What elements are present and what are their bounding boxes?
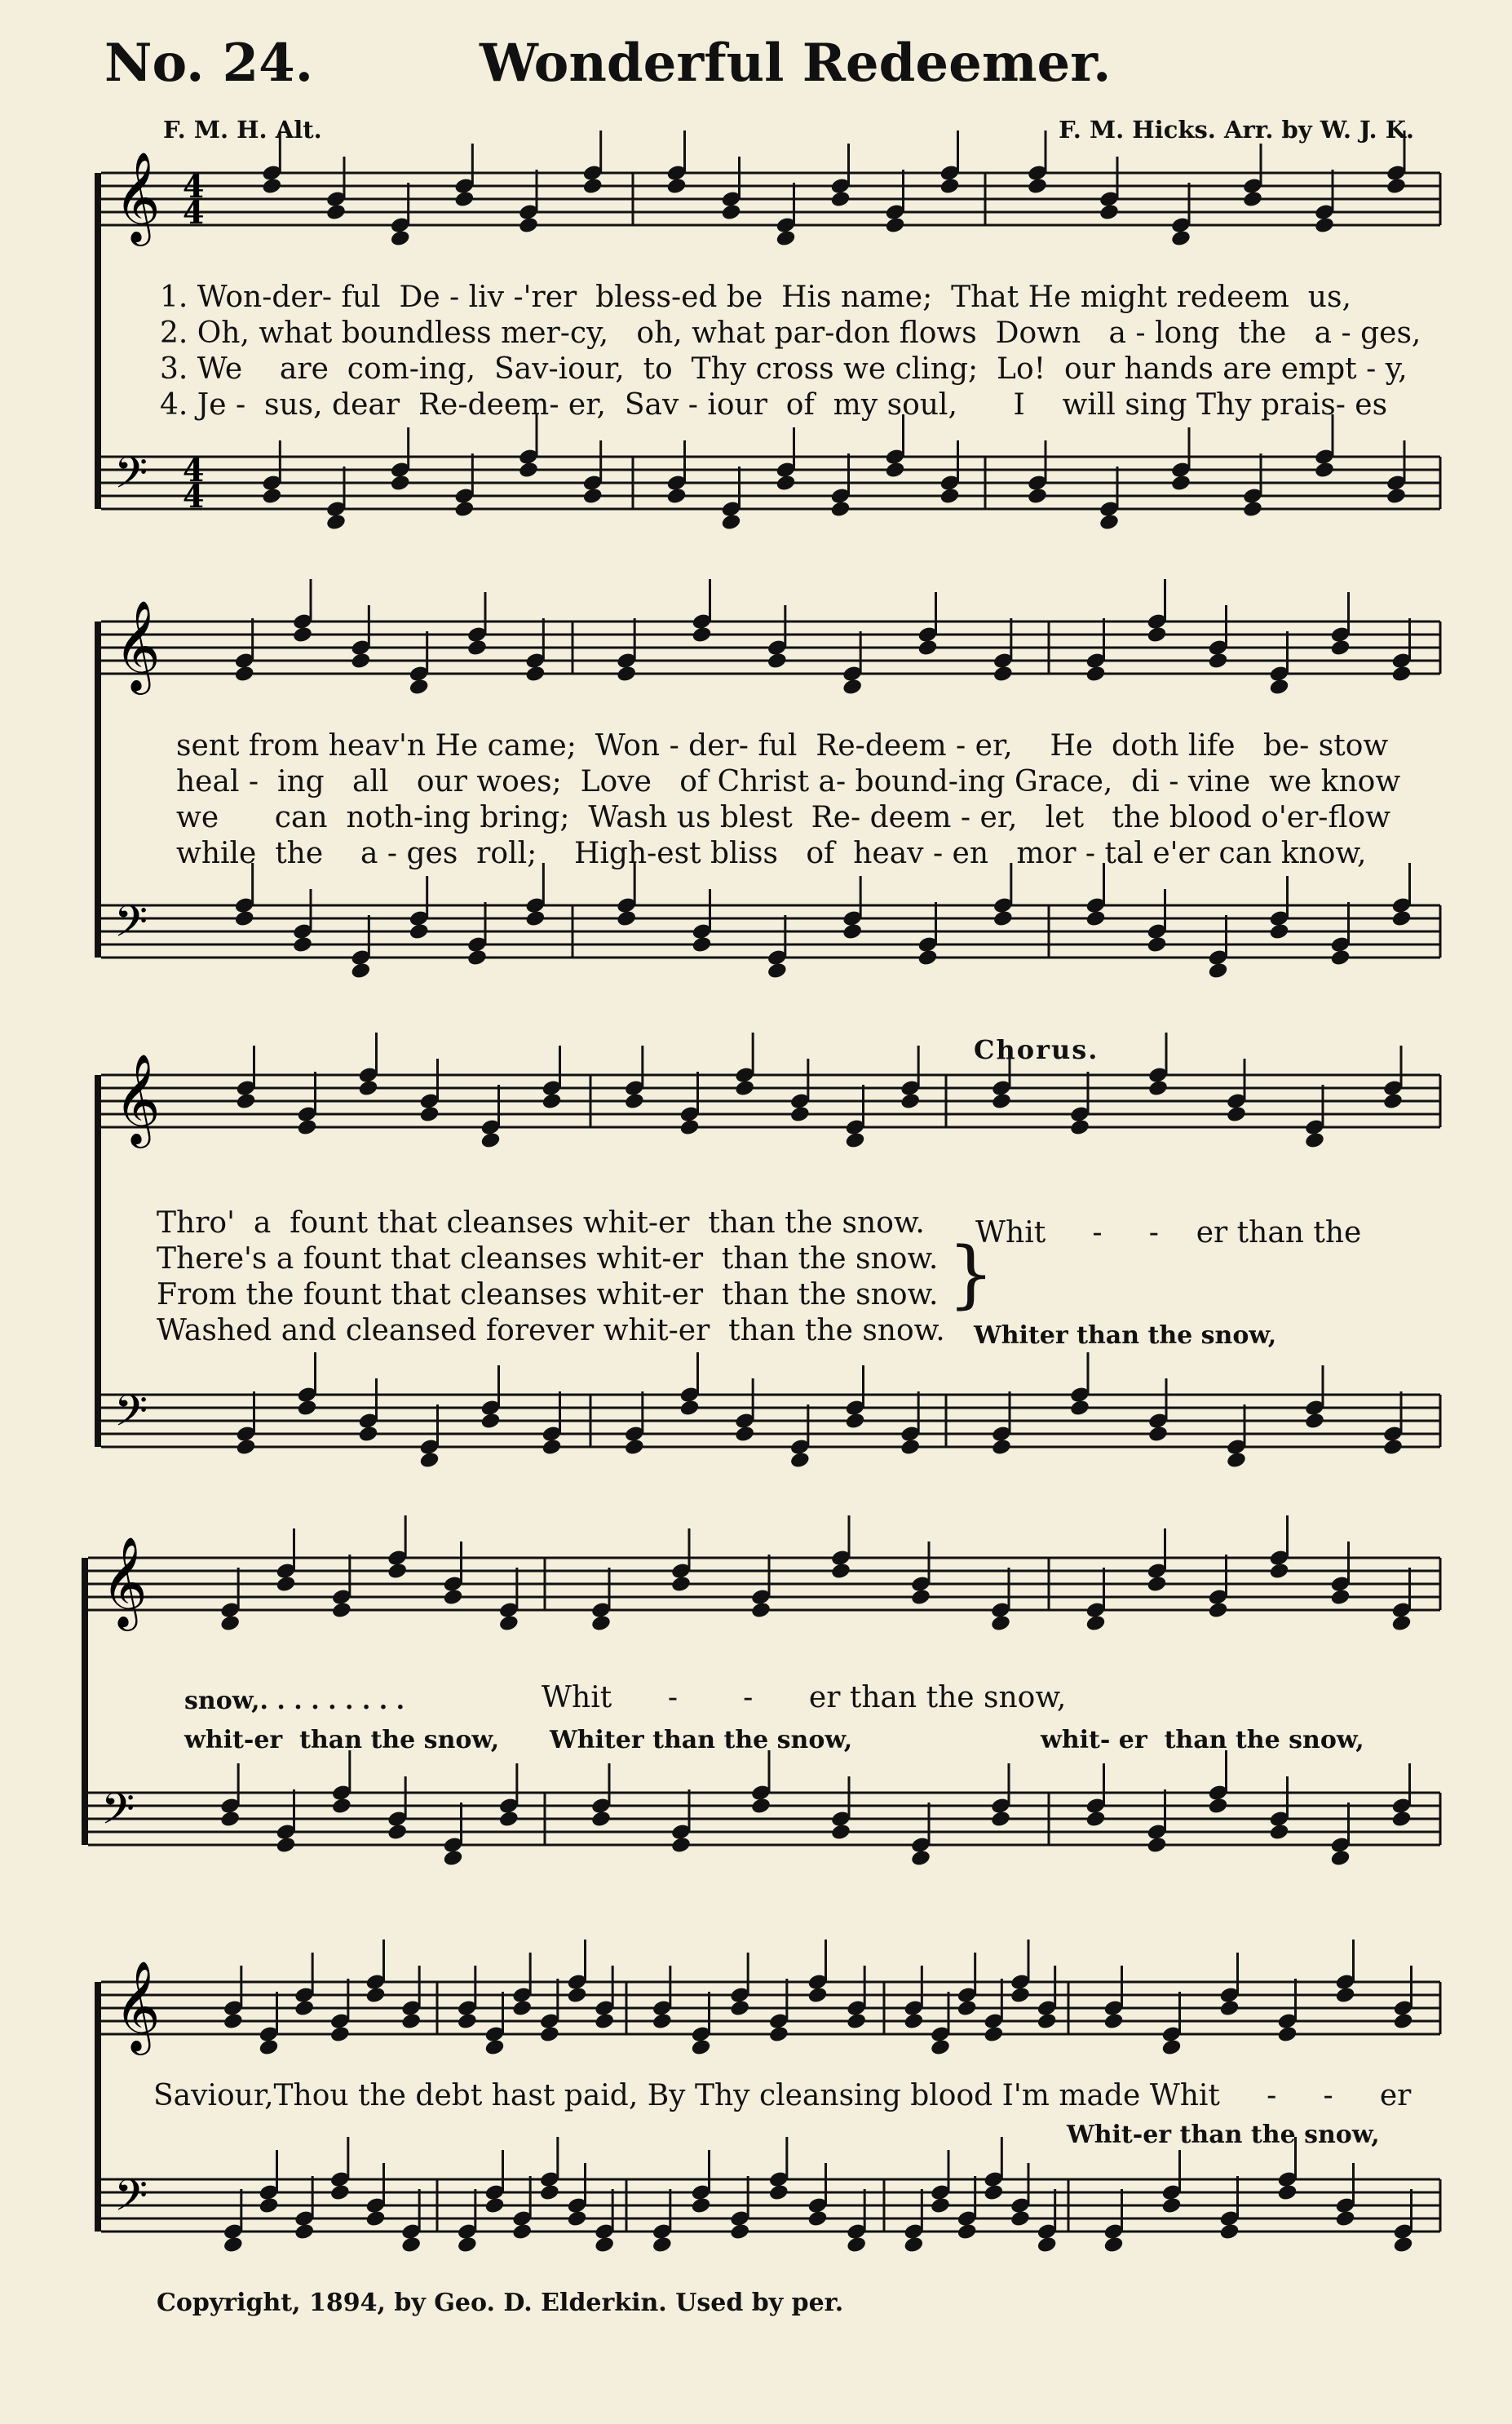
s4-treble-words-2: Whit - - er than the snow, [542, 1681, 1067, 1714]
verse-brace: } [948, 1232, 995, 1317]
note-head [957, 1999, 978, 2018]
note-head [652, 2236, 673, 2254]
note-head [1218, 2223, 1240, 2241]
note-head [365, 1986, 386, 2005]
note-head [1276, 2183, 1298, 2202]
note-head [1334, 2209, 1355, 2228]
bass-clef-icon: 𝄢 [101, 1785, 135, 1845]
note-head [652, 2012, 673, 2031]
chorus-label: Chorus. [974, 1034, 1099, 1065]
note-head [729, 2223, 750, 2241]
time-signature: 4 [183, 194, 205, 231]
note-head [511, 1999, 533, 2018]
note-head [400, 2236, 422, 2254]
bass-clef-icon: 𝄢 [114, 1387, 148, 1447]
verse-1-line-1: 1. Won-der- ful De - liv -'rer bless-ed be His name; That He might redeem us, [160, 281, 1351, 314]
note-head [365, 2209, 386, 2228]
note-head [566, 1986, 587, 2005]
verse-1-line-3: Thro' a fount that cleanses whit-er than the snow. [157, 1206, 925, 1240]
note-head [930, 2196, 951, 2215]
note-head [768, 2025, 789, 2044]
note-head [1103, 2012, 1124, 2031]
time-signature: 4 [183, 452, 205, 489]
note-head [223, 2236, 244, 2254]
note-head [1037, 2236, 1058, 2254]
note-head [1276, 2025, 1298, 2044]
note-head [1392, 2236, 1413, 2254]
note-head [903, 2012, 924, 2031]
note-head [511, 2223, 533, 2241]
note-head [566, 2209, 587, 2228]
note-head [807, 2209, 828, 2228]
note-head [294, 1999, 315, 2018]
note-head [223, 2012, 244, 2031]
s4-bass-words-1: whit-er than the snow, [184, 1726, 500, 1754]
note-head [329, 2183, 351, 2202]
music-credit: F. M. Hicks. Arr. by W. J. K. [1059, 116, 1414, 144]
note-head [903, 2236, 924, 2254]
hymn-number: No. 24. [104, 33, 313, 94]
time-signature: 4 [183, 478, 205, 515]
s4-bass-words-2: Whiter than the snow, [550, 1726, 853, 1754]
verse-3-line-2: we can noth-ing bring; Wash us blest Re- deem - er, let the blood o'er-flow [176, 801, 1390, 834]
s5-words: Saviour,Thou the debt hast paid, By Thy cleansing blood I'm made Whit - - er [153, 2079, 1412, 2112]
note-head [768, 2183, 789, 2202]
words-credit: F. M. H. Alt. [163, 116, 322, 144]
bass-clef-icon: 𝄢 [114, 2171, 148, 2232]
note-head [846, 2012, 867, 2031]
verse-2-line-2: heal - ing all our woes; Love of Christ a- bound-ing Grace, di - vine we know [176, 765, 1401, 798]
note-head [1161, 2038, 1182, 2057]
treble-clef-icon: 𝄞 [101, 1536, 148, 1627]
chorus-bass-words: Whiter than the snow, [974, 1321, 1277, 1350]
time-signature: 4 [183, 168, 205, 205]
bass-clef-icon: 𝄢 [114, 897, 148, 958]
note-head [983, 2025, 1004, 2044]
verse-4-line-1: 4. Je - sus, dear Re-deem- er, Sav - iour of my soul, I will sing Thy prais- es [160, 388, 1388, 422]
note-head [1218, 1999, 1240, 2018]
note-head [457, 2236, 478, 2254]
note-head [1010, 2209, 1031, 2228]
note-head [690, 2196, 711, 2215]
note-head [1010, 1986, 1031, 2005]
note-head [258, 2196, 279, 2215]
note-head [1392, 2012, 1413, 2031]
verse-4-line-3: Washed and cleansed forever whit-er than the snow. [157, 1314, 945, 1347]
s4-bass-words-3: whit- er than the snow, [1041, 1726, 1364, 1754]
note-head [294, 2223, 315, 2241]
treble-clef-icon: 𝄞 [114, 151, 161, 242]
note-head [457, 2012, 478, 2031]
verse-3-line-1: 3. We are com-ing, Sav-iour, to Thy cross we cling; Lo! our hands are empt - y, [160, 352, 1408, 386]
note-head [1334, 1986, 1355, 2005]
bass-clef-icon: 𝄢 [114, 449, 148, 509]
verse-1-line-2: sent from heav'n He came; Won - der- ful Re-deem - er, He doth life be- stow [176, 729, 1389, 763]
treble-clef-icon: 𝄞 [114, 1053, 161, 1144]
copyright-notice: Copyright, 1894, by Geo. D. Elderkin. Used by per. [157, 2289, 844, 2317]
note-head [846, 2236, 867, 2254]
chorus-treble-words: Whit - - er than the [975, 1216, 1362, 1250]
s4-treble-words-1: snow,. . . . . . . . . [184, 1687, 405, 1715]
note-head [690, 2038, 711, 2057]
note-head [484, 2038, 505, 2057]
verse-3-line-3: From the fount that cleanses whit-er than the snow. [157, 1278, 939, 1312]
note-head [930, 2038, 951, 2057]
note-head [594, 2236, 615, 2254]
note-head [484, 2196, 505, 2215]
note-head [729, 1999, 750, 2018]
verse-2-line-1: 2. Oh, what boundless mer-cy, oh, what par-don flows Down a - long the a - ges, [160, 316, 1421, 350]
note-head [329, 2025, 351, 2044]
treble-clef-icon: 𝄞 [114, 599, 161, 691]
note-head [539, 2025, 560, 2044]
s5-bass-words: Whit-er than the snow, [1067, 2121, 1380, 2149]
note-head [1037, 2012, 1058, 2031]
note-head [400, 2012, 422, 2031]
note-head [258, 2038, 279, 2057]
hymn-title: Wonderful Redeemer. [480, 33, 1112, 94]
note-head [807, 1986, 828, 2005]
note-head [983, 2183, 1004, 2202]
treble-clef-icon: 𝄞 [114, 1960, 161, 2051]
note-head [594, 2012, 615, 2031]
note-head [1103, 2236, 1124, 2254]
verse-4-line-2: while the a - ges roll; High-est bliss of heav - en mor - tal e'er can know, [176, 837, 1367, 870]
verse-2-line-3: There's a fount that cleanses whit-er than the snow. [157, 1242, 939, 1276]
note-head [957, 2223, 978, 2241]
note-head [539, 2183, 560, 2202]
note-head [1161, 2196, 1182, 2215]
